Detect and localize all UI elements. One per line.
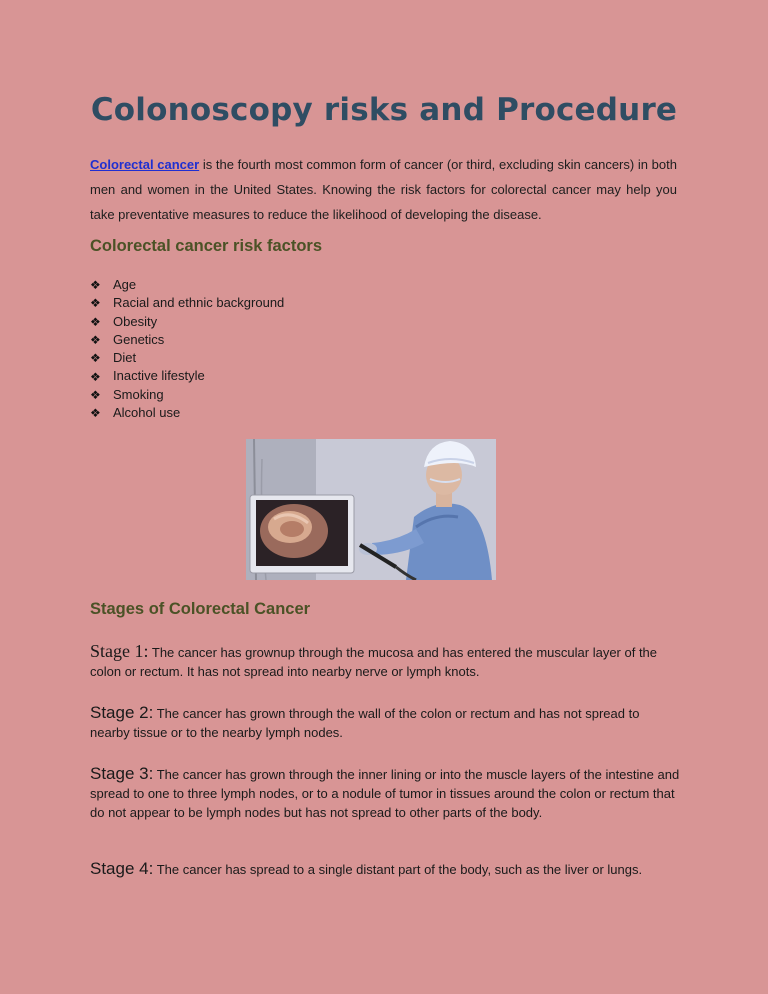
list-item: ❖ Genetics: [90, 331, 165, 348]
stage-2-paragraph: [90, 703, 680, 742]
diamond-bullet-icon: ❖: [90, 333, 101, 348]
stage-2-text: The cancer has grown through the wall of the colon or rectum and has not spread to nearby tissue or to the nearby lymph nodes.: [90, 706, 640, 740]
stage-3-label: Stage 3:: [90, 764, 154, 783]
stage-1-text: The cancer has grownup through the mucosa and has entered the muscular layer of the colon or rectum. It has not spread into nearby nerve or lymph knots.: [90, 645, 658, 679]
list-item: ❖ Age: [90, 277, 137, 293]
colonoscopy-illustration: [246, 439, 496, 580]
list-item: ❖ Obesity: [90, 313, 158, 329]
colonoscopy-photo: [246, 439, 496, 580]
list-item: ❖ Smoking: [90, 386, 164, 402]
stage-4-label: Stage 4:: [90, 859, 154, 878]
stage-3-paragraph: [90, 764, 680, 822]
list-item: ❖ Alcohol use: [90, 405, 181, 421]
stage-4-text: The cancer has spread to a single distant part of the body, such as the liver or lungs.: [153, 862, 643, 877]
stage-4-paragraph: [90, 859, 680, 879]
diamond-bullet-icon: ❖: [90, 387, 101, 402]
intro-text: is the fourth most common form of cancer (or third, excluding skin cancers) in both men and women in the United States. Knowing the risk factors for colorectal cancer may help you take preventative measures to reduce the likelihood of developing the disease.: [90, 157, 677, 222]
stage-2-label: Stage 2:: [90, 703, 154, 722]
stage-1-label: Stage 1:: [90, 641, 149, 661]
list-item: ❖ Racial and ethnic background: [90, 295, 285, 311]
list-item: ❖ Diet: [90, 350, 137, 366]
intro-paragraph: [90, 152, 677, 227]
risk-factors-list: [90, 276, 284, 422]
diamond-bullet-icon: ❖: [90, 369, 101, 384]
stage-3-text: The cancer has grown through the inner lining or into the muscle layers of the intestine and spread to one to three lymph nodes, or to a nodule of tumor in tissues around the colon or rectum that do not appear to be lymph nodes but has not spread to other parts of the body.: [90, 767, 680, 820]
diamond-bullet-icon: ❖: [90, 296, 101, 311]
diamond-bullet-icon: ❖: [90, 406, 101, 421]
stages-heading: Stages of Colorectal Cancer: [90, 600, 311, 618]
diamond-bullet-icon: ❖: [90, 314, 101, 329]
colorectal-cancer-link[interactable]: Colorectal cancer: [90, 157, 200, 172]
diamond-bullet-icon: ❖: [90, 351, 101, 366]
stage-1-paragraph: [90, 642, 680, 681]
list-item: ❖ Inactive lifestyle: [90, 368, 205, 384]
diamond-bullet-icon: ❖: [90, 278, 101, 293]
page-title: Colonoscopy risks and Procedure: [90, 92, 678, 128]
risk-factors-heading: Colorectal cancer risk factors: [90, 237, 323, 255]
